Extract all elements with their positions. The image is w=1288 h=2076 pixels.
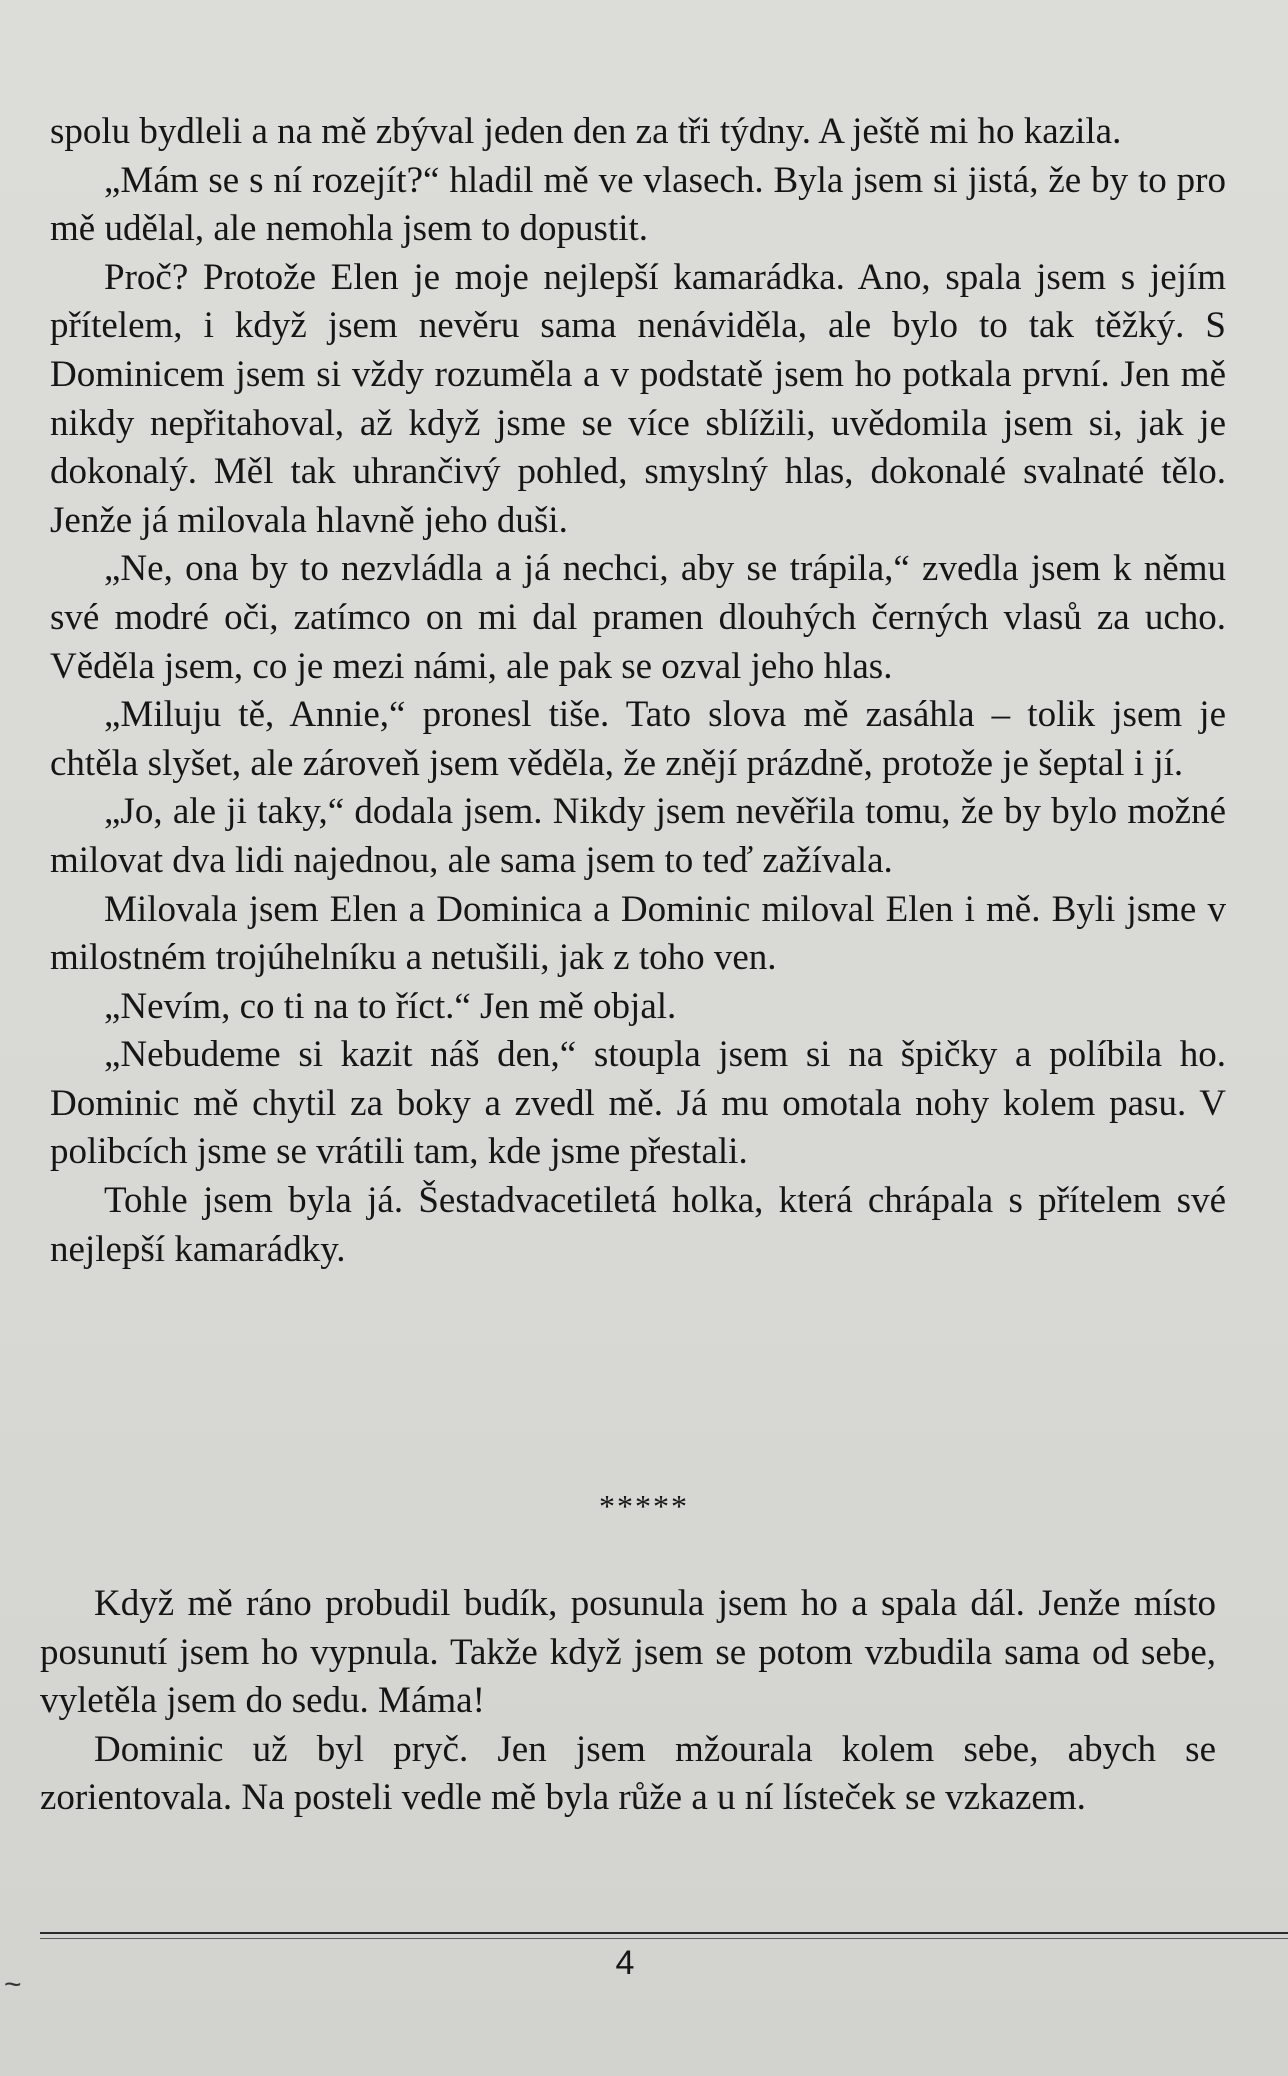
paragraph-4: „Ne, ona by to nezvládla a já nechci, aby se trápila,“ zvedla jsem k němu své modré oči, zatímco on mi dal pramen dlouhých černých vlasů za ucho. Věděla jsem, co je mezi námi, ale pak se ozval jeho hlas. [50, 548, 1226, 687]
paragraph-2: „Mám se s ní rozejít?“ hladil mě ve vlasech. Byla jsem si jistá, že by to pro mě udělal, ale nemohla jsem to dopustit. [50, 159, 1226, 250]
paragraph-3: Proč? Protože Elen je moje nejlepší kamarádka. Ano, spala jsem s jejím přítelem, i když jsem nevěru sama nenáviděla, ale bylo to tak těžký. S Dominicem jsem si vždy rozuměla a v podstatě jsem ho potkala první. Jen mě nikdy nepřitahoval, až když jsme se více sblížili, uvědomila jsem si, jak je dokonalý. Měl tak uhrančivý pohled, smyslný hlas, dokonalé svalnaté tělo. Jenže já milovala hlavně jeho duši. [50, 256, 1226, 541]
paragraph-9: „Nebudeme si kazit náš den,“ stoupla jsem si na špičky a políbila ho. Dominic mě chytil za boky a zvedl mě. Já mu omotala nohy kolem pasu. V polibcích jsme se vrátili tam, kde jsme přestali. [50, 1034, 1226, 1173]
footer-rule [40, 1932, 1288, 1934]
chapter-text-lower [40, 1580, 1216, 1823]
paragraph-11: Když mě ráno probudil budík, posunula jsem ho a spala dál. Jenže místo posunutí jsem ho vypnula. Takže když jsem se potom vzbudila sama od sebe, vyletěla jsem do sedu. Máma! [40, 1583, 1216, 1722]
footer-rule-inner [40, 1938, 1288, 1939]
section-separator: ***** [599, 1488, 689, 1524]
paragraph-6: „Jo, ale ji taky,“ dodala jsem. Nikdy jsem nevěřila tomu, že by bylo možné milovat dva lidi najednou, ale sama jsem to teď zažívala. [50, 791, 1226, 881]
chapter-text-upper [50, 108, 1226, 1274]
paragraph-5: „Miluju tě, Annie,“ pronesl tiše. Tato slova mě zasáhla – tolik jsem je chtěla slyšet, ale zároveň jsem věděla, že znějí prázdně, protože je šeptal i jí. [50, 694, 1226, 784]
margin-mark: ~ [4, 1968, 22, 2001]
paragraph-10: Tohle jsem byla já. Šestadvacetiletá holka, která chrápala s přítelem své nejlepší kamarádky. [50, 1180, 1226, 1270]
paragraph-8: „Nevím, co ti na to říct.“ Jen mě objal. [104, 985, 677, 1027]
paragraph-7: Milovala jsem Elen a Dominica a Dominic miloval Elen i mě. Byli jsme v milostném trojúhelníku a netušili, jak z toho ven. [50, 888, 1226, 979]
page-number: 4 [615, 1944, 635, 1982]
paragraph-1: spolu bydleli a na mě zbýval jeden den za tři týdny. A ještě mi ho kazila. [50, 111, 1122, 152]
paragraph-12: Dominic už byl pryč. Jen jsem mžourala kolem sebe, abych se zorientovala. Na posteli vedle mě byla růže a u ní lísteček se vzkazem. [40, 1728, 1216, 1819]
